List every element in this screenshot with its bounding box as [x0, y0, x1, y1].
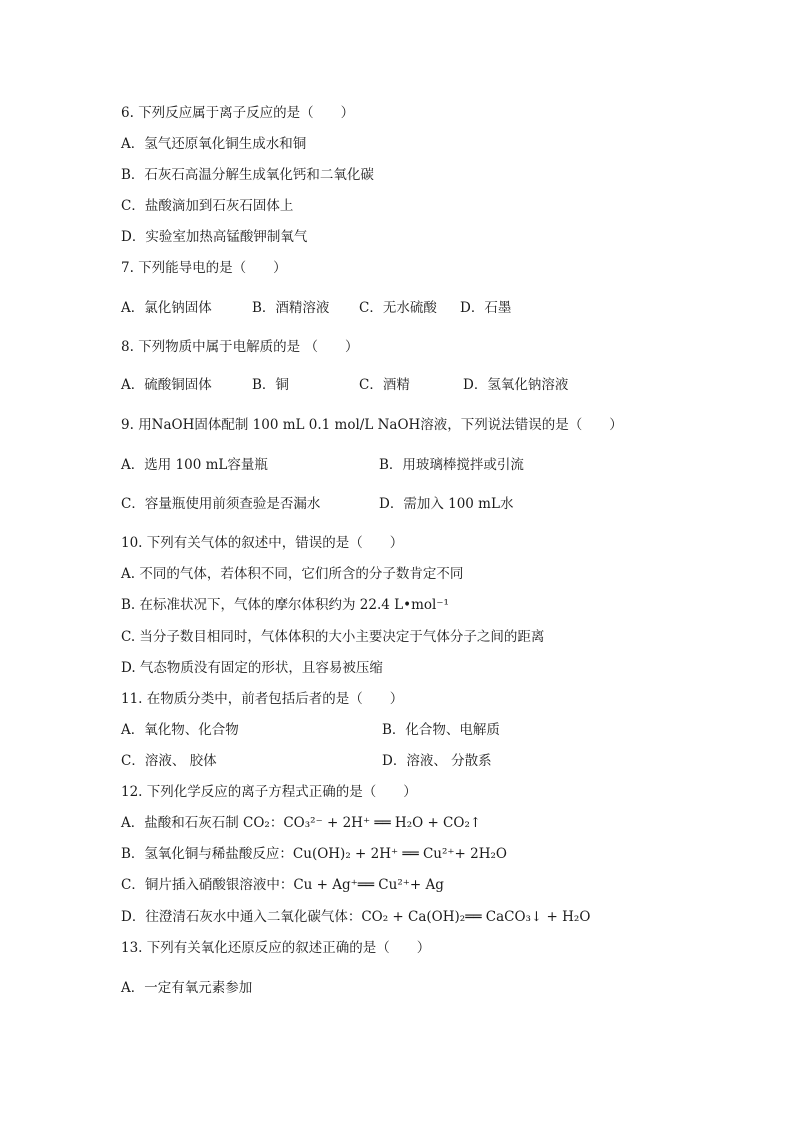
question-12-option-a: A．盐酸和石灰石制 CO₂：CO₃²⁻ + 2H⁺ ══ H₂O + CO₂↑: [121, 815, 482, 831]
question-7-stem: 7. 下列能导电的是（ ）: [121, 260, 287, 276]
question-11-option-a: A．氧化物、化合物: [121, 722, 239, 738]
question-10-option-c: C. 当分子数目相同时，气体体积的大小主要决定于气体分子之间的距离: [121, 629, 545, 645]
question-6-option-d: D．实验室加热高锰酸钾制氧气: [121, 229, 308, 245]
question-12-option-c: C．铜片插入硝酸银溶液中：Cu + Ag⁺══ Cu²⁺+ Ag: [121, 877, 444, 893]
question-8-option-c: C．酒精: [359, 377, 410, 393]
question-11-option-d: D．溶液、 分散系: [382, 753, 492, 769]
question-8-stem: 8. 下列物质中属于电解质的是 （ ）: [121, 339, 359, 355]
question-9-option-b: B．用玻璃棒搅拌或引流: [379, 457, 524, 473]
question-9-stem: 9. 用NaOH固体配制 100 mL 0.1 mol/L NaOH溶液，下列说法错误的是（ ）: [121, 417, 623, 433]
question-9-option-d: D．需加入 100 mL水: [379, 496, 514, 512]
question-8-option-b: B．铜: [252, 377, 289, 393]
question-12-stem: 12. 下列化学反应的离子方程式正确的是（ ）: [121, 784, 417, 800]
question-8-option-d: D．氢氧化钠溶液: [463, 377, 569, 393]
question-11-stem: 11. 在物质分类中，前者包括后者的是（ ）: [121, 691, 404, 707]
question-10-option-a: A. 不同的气体，若体积不同，它们所含的分子数肯定不同: [121, 566, 464, 582]
question-7-option-d: D．石墨: [460, 300, 512, 316]
question-6-option-c: C．盐酸滴加到石灰石固体上: [121, 198, 294, 214]
question-13-stem: 13. 下列有关氧化还原反应的叙述正确的是（ ）: [121, 940, 431, 956]
question-9-option-a: A．选用 100 mL容量瓶: [121, 457, 268, 473]
question-10-option-b: B. 在标准状况下，气体的摩尔体积约为 22.4 L•mol⁻¹: [121, 597, 449, 613]
question-12-option-d: D．往澄清石灰水中通入二氧化碳气体：CO₂ + Ca(OH)₂══ CaCO₃↓ + H₂O: [121, 909, 591, 925]
question-10-option-d: D. 气态物质没有固定的形状，且容易被压缩: [121, 660, 383, 676]
question-6-stem: 6. 下列反应属于离子反应的是（ ）: [121, 105, 355, 121]
question-9-option-c: C．容量瓶使用前须查验是否漏水: [121, 496, 321, 512]
question-7-option-b: B．酒精溶液: [252, 300, 330, 316]
question-11-option-b: B．化合物、电解质: [382, 722, 500, 738]
question-7-option-c: C．无水硫酸: [359, 300, 437, 316]
question-6-option-a: A．氢气还原氧化铜生成水和铜: [121, 136, 307, 152]
question-12-option-b: B．氢氧化铜与稀盐酸反应：Cu(OH)₂ + 2H⁺ ══ Cu²⁺+ 2H₂O: [121, 846, 507, 862]
question-6-option-b: B．石灰石高温分解生成氧化钙和二氧化碳: [121, 167, 374, 183]
question-8-option-a: A．硫酸铜固体: [121, 377, 212, 393]
question-13-option-a: A．一定有氧元素参加: [121, 980, 253, 996]
question-11-option-c: C．溶液、 胶体: [121, 753, 217, 769]
question-7-option-a: A．氯化钠固体: [121, 300, 212, 316]
question-10-stem: 10. 下列有关气体的叙述中，错误的是（ ）: [121, 535, 404, 551]
